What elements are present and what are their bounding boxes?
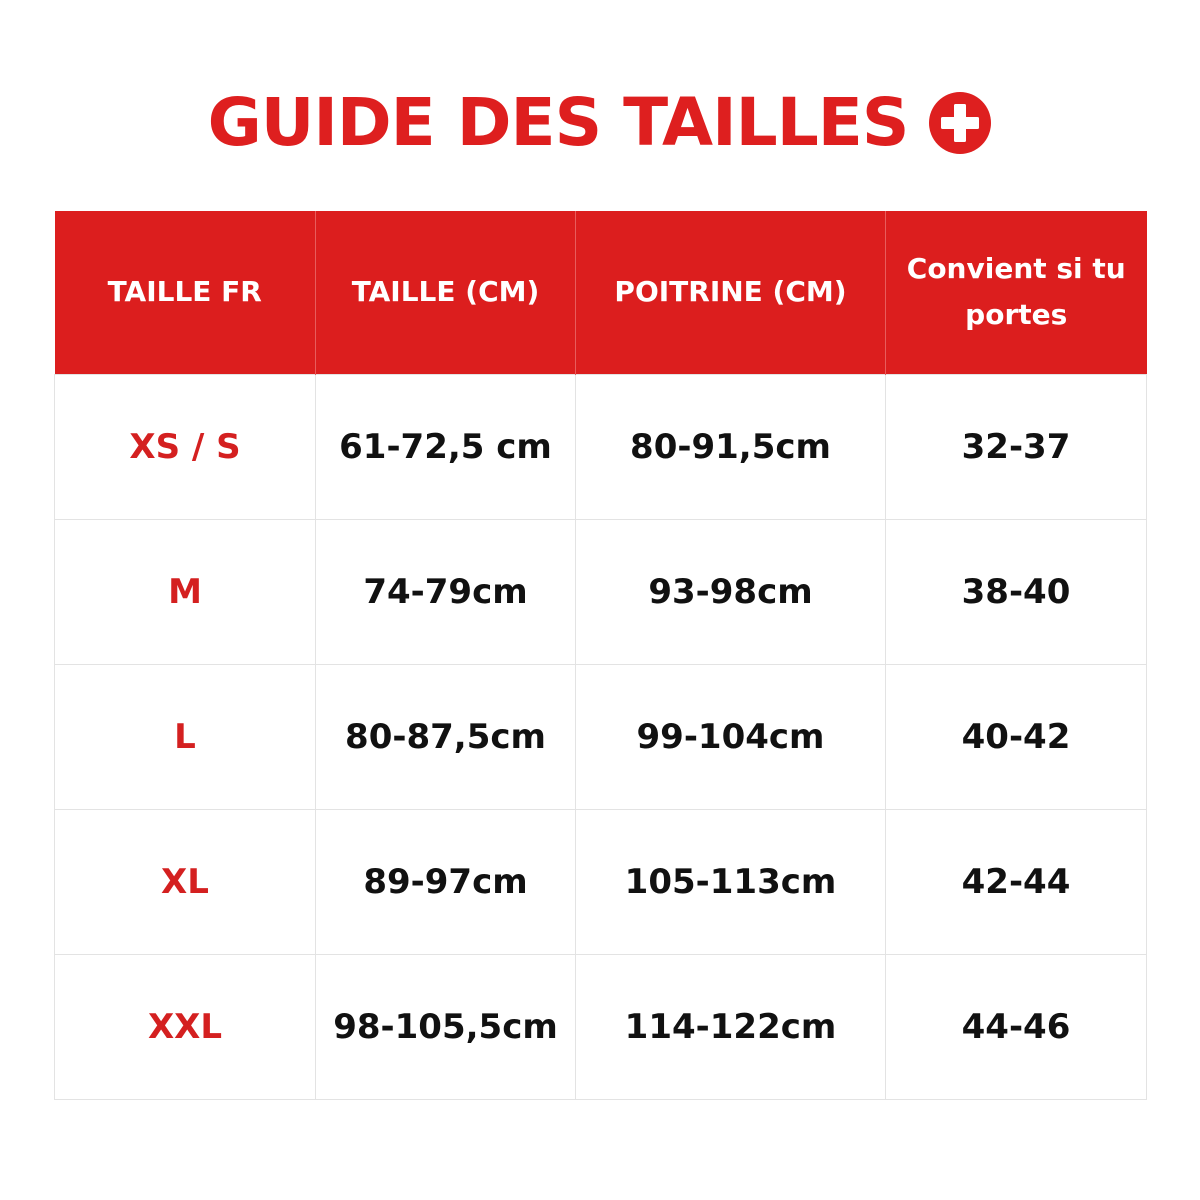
fit-cell: 32-37 — [886, 374, 1147, 519]
table-row — [55, 954, 1147, 1099]
chest-cell: 93-98cm — [576, 519, 886, 664]
waist-cell: 61-72,5 cm — [316, 374, 576, 519]
fit-cell: 42-44 — [886, 809, 1147, 954]
header-convient: Convient si tu portes — [886, 211, 1147, 374]
fit-cell: 44-46 — [886, 954, 1147, 1099]
size-label: M — [55, 519, 316, 664]
chest-cell: 114-122cm — [576, 954, 886, 1099]
title-area — [0, 72, 1200, 172]
waist-cell: 98-105,5cm — [316, 954, 576, 1099]
header-taille-cm: TAILLE (CM) — [316, 211, 576, 374]
header-poitrine-cm: POITRINE (CM) — [576, 211, 886, 374]
table-row — [55, 664, 1147, 809]
table-row — [55, 374, 1147, 519]
size-label: L — [55, 664, 316, 809]
table-row — [55, 519, 1147, 664]
size-label: XXL — [55, 954, 316, 1099]
table-row — [55, 809, 1147, 954]
size-label: XL — [55, 809, 316, 954]
size-label: XS / S — [55, 374, 316, 519]
waist-cell: 80-87,5cm — [316, 664, 576, 809]
waist-cell: 89-97cm — [316, 809, 576, 954]
chest-cell: 99-104cm — [576, 664, 886, 809]
chest-cell: 80-91,5cm — [576, 374, 886, 519]
fit-cell: 38-40 — [886, 519, 1147, 664]
waist-cell: 74-79cm — [316, 519, 576, 664]
header-taille-fr: TAILLE FR — [55, 211, 316, 374]
page-title: GUIDE DES TAILLES — [207, 83, 909, 161]
swiss-flag-icon — [928, 91, 992, 155]
chest-cell: 105-113cm — [576, 809, 886, 954]
table-header-row — [55, 211, 1147, 374]
size-table — [54, 211, 1147, 1100]
fit-cell: 40-42 — [886, 664, 1147, 809]
